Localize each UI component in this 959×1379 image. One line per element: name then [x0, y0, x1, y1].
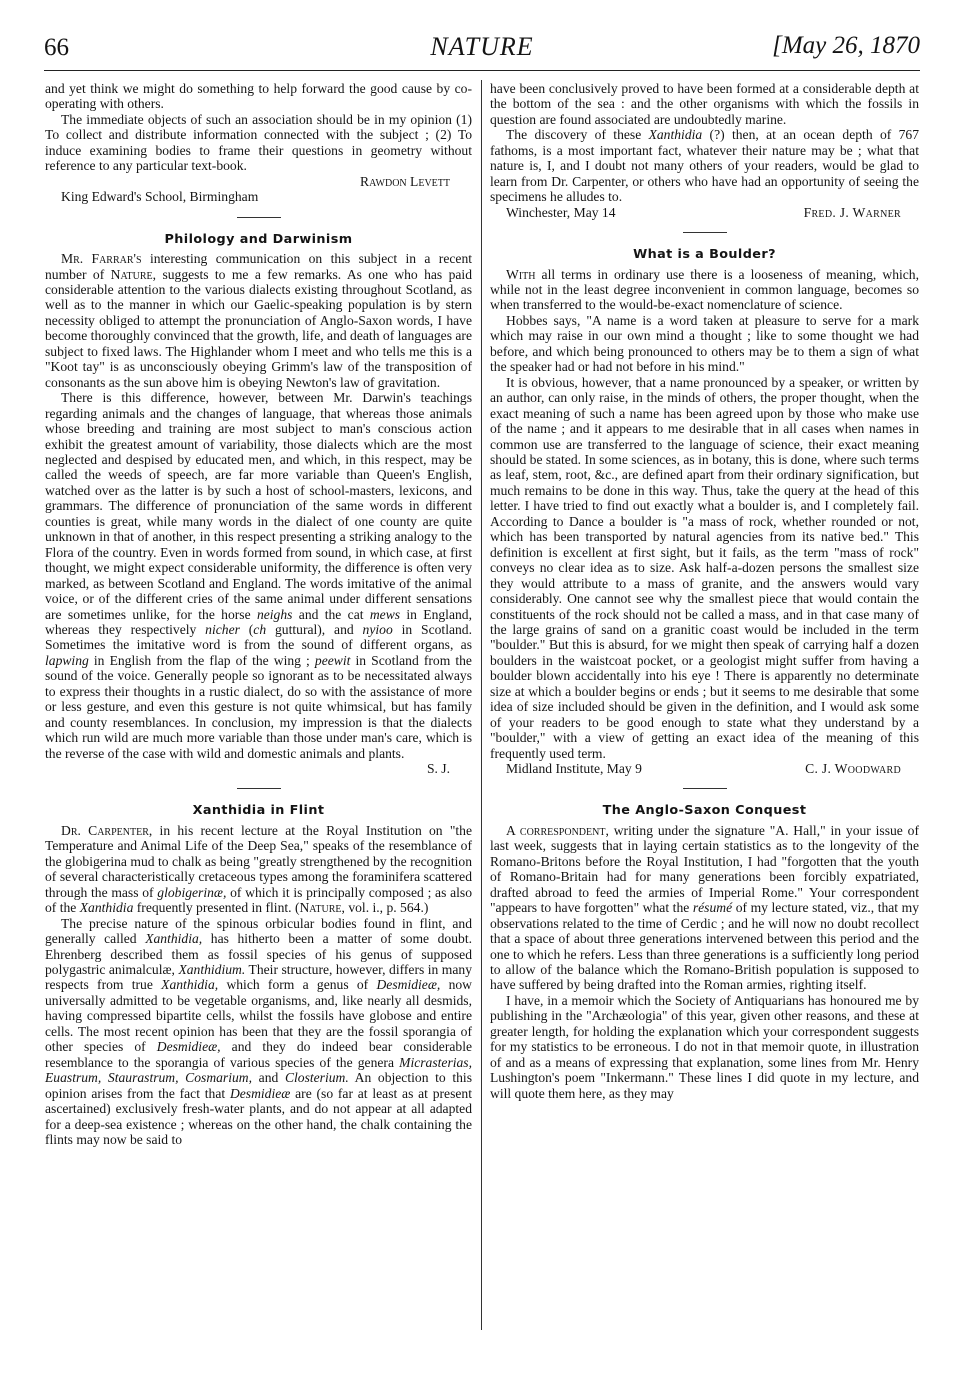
signature-woodward: Midland Institute, May 9 C. J. Woodward: [506, 761, 901, 777]
right-column: [490, 81, 919, 1101]
section-rule: [683, 788, 727, 789]
lead-in: A correspondent,: [506, 822, 609, 838]
article-heading: Xanthidia in Flint: [192, 803, 325, 819]
issue-date: [May 26, 1870: [772, 32, 920, 59]
paragraph: There is this difference, however, between Mr. Darwin's teachings regarding animals and the changes of language, that whereas those animals whose breeding and training are most subject to man's conscious action exhibit the greatest amount of variability, those dialects which are the most neglected and despised by educated men, and which, in this respect, may be called the weeds of speech, are far more variable than Queen's English, watched over as the latter is by such a host of school-masters, lexicons, and grammars. The difference of pronunciation of the same words in different counties is great, while many words in the dialect of one county are quite unknown in that of another, in this respect presenting a striking analogy to the Flora of the country. Even in words formed from sound, in which case, at first thought, we might expect considerable uniformity, the difference is often very marked, as between Scotland and England. The words imitative of the animal voice, or of the different cries of the same animal under different sensations are sometimes unlike, for the horse neighs and the cat mews in England, whereas they respectively nicher (ch guttural), and nyioo in Scotland. Sometimes the imitative word is from the sound of different organs, as lapwing in English from the flap of the wing ; peewit in Scotland from the sound of the voice. Generally people so ignorant as to be necessitated always to express their thoughts in a rustic dialect, do so with the assistance of more or less gesture, and even this gesture is not quite whimsical, but has family and county resemblances. In conclusion, my impression is that the dialects which run wild are much more variable than those under man's care, which is the reverse of the case with wild and domestic animals and plants.: [45, 390, 473, 761]
paragraph: It is obvious, however, that a name pronounced by a speaker, or written by an author, can only raise, in the minds of others, the proper thought, when the exact meaning of such a name has been agreed upon by those who make use of the name ; and it appears to me desirable that in all cases when names in common use are transferred to the language of science, their exact meaning should be stated. In some sciences, as in botany, this is done, where such terms as leaf, stem, root, &c., are defined apart from their ordinary signification, but much remains to be done in this way. Thus, take the query at the head of this letter. I have tried to find out exactly what a boulder is, and I completely fail. According to Dance a boulder is "a mass of rock, whether rounded or not, which has been transported by natural agencies from its native bed." This definition is excellent at first sight, but it fails, as the term "mass of rock" conveys no clear idea as to size. Ask half-a-dozen persons the smallest size they would attribute to a mass of granite, and the answers would vary considerably. One cannot see why the smallest piece that would contain the constituents of the rock should not be called a mass, and in that case many of the large grains of sand on a granitic coast would be included in the term "boulder." But this is absurd, for we might then speak of carrying half a dozen boulders in the waistcoat pocket, or a geologist might suffer from having a boulder blown accidentally into his eye ! There is apparently no determinate size at which a boulder begins or ends ; but it seems to me desirable that some idea of size included should be given in the definition, and I would ask some of your readers to be good enough to state what they understand by a "boulder," with a view of getting an exact idea of the meaning of this frequently used term.: [490, 374, 919, 761]
paragraph: I have, in a memoir which the Society of Antiquarians has honoured me by publishing in the "Archæologia" of this year, given other reasons, and these at greater length, for holding the explanation which your correspondent suggests for my statistics to be erroneous. I do not in that memoir quote, in illustration of and as a means of expressing that explanation, some lines from Mr. Henry Lushington's poem "Inkermann." These lines I did quote in my lecture, and will quote them here, as they may: [490, 992, 919, 1101]
journal-title: NATURE: [430, 32, 534, 61]
paragraph: Hobbes says, "A name is a word taken at pleasure to serve for a mark which may raise in our own mind a thought ; like to some thought we had before, and which being pronounced to others may be to them a sign of what the speaker had or had not before in his mind.": [490, 312, 919, 375]
left-column: [45, 81, 472, 1147]
paragraph: have been conclusively proved to have been formed at a considerable depth at the bottom of the sea : and the other organisms with which the fossils in question are found associated are undoubtedly marine.: [490, 81, 919, 127]
signature-address: King Edward's School, Birmingham: [61, 189, 259, 205]
paragraph: With all terms in ordinary use there is a looseness of meaning, which, while not in the least degree inconvenient in common language, becomes so when transferred to the would-be-exact nomenclature of science.: [490, 266, 919, 313]
column-divider: [481, 80, 482, 1330]
paragraph: Dr. Carpenter, in his recent lecture at the Royal Institution on "the Temperature and Animal Life of the Deep Sea," speaks of the resemblance of the globigerina mud to chalk as being "greatly strengthened by the recognition of several characteristically cretaceous types among the foraminifera scattered through the mass of globigerinæ, of which it is principally composed ; as also of the Xanthidia frequently presented in flint. (Nature, vol. i., p. 564.): [45, 822, 472, 916]
paragraph: The precise nature of the spinous orbicular bodies found in flint, and generally called Xanthidia, has hitherto been a matter of some doubt. Ehrenberg described them as fossil species of his genus of supposed polygastric animalculæ, Xanthidium. Their structure, however, differs in many respects from true Xanthidia, which form a genus of Desmidieæ, now universally admitted to be vegetable organisms, and, like nearly all desmids, having compressed bipartite cells, whilst the fossils have globose and entire cells. The most recent opinion has been that they are the fossil sporangia of other species of Desmidieæ, and they do indeed bear considerable resemblance to the sporangia of various species of the genera Micrasterias, Euastrum, Staurastrum, Cosmarium, and Closterium. An objection to this opinion arises from the fact that Desmidieæ are (so far at least as at present ascertained) exclusively fresh-water plants, and do not appear at all adapted for a deep-sea existence ; whereas on the other hand, the chalk containing the flints may now be said to: [45, 915, 473, 1147]
signature-sj: S. J.: [426, 761, 450, 777]
signature-warner: Winchester, May 14 Fred. J. Warner: [506, 204, 901, 220]
paragraph: The immediate objects of such an association should be in my opinion (1) To collect and distribute information connected with the subject ; (2) To induce examining bodies to frame their questions in geometry without reference to any particular text-book.: [45, 111, 472, 174]
article-heading: What is a Boulder?: [633, 247, 776, 263]
lead-in: Dr. Carpenter,: [61, 822, 153, 838]
paragraph: A correspondent, writing under the signature "A. Hall," in your issue of last week, suggests that in laying certain statistics as to the longevity of the Romano-Britons before the Royal Institution, I had "forgotten that the youth of Romano-Britain had for many generations been forcibly expatriated, drafted abroad to feed the armies of Imperial Rome." Your correspondent "appears to have forgotten" what the résumé of my lecture stated, viz., that my observations related to the time of Cerdic ; and he will now no doubt recollect that a space of about three generations intervened between this period and the one to which he refers. Less than three generations is a sufficiently long period to allow of the balance which the Romano-British population is supposed to have suffered by being drafted into the Roman armies, righting itself.: [490, 822, 920, 993]
signature-levett: Rawdon Levett: [360, 173, 450, 189]
lead-in: Mr. Farrar's: [61, 251, 142, 267]
lead-in: With: [506, 266, 536, 282]
letter-continuation: and yet think we might do something to help forward the good cause by co-operating with others.: [45, 81, 472, 112]
section-rule: [237, 788, 281, 789]
article-heading: Philology and Darwinism: [164, 231, 353, 247]
running-header: [44, 30, 920, 71]
section-rule: [683, 232, 727, 233]
paragraph: The discovery of these Xanthidia (?) then, at an ocean depth of 767 fathoms, is a most important fact, whatever their nature may be ; what that nature is, I, and I doubt not many others of your readers, would be glad to learn from Dr. Carpenter, or others who have had an opportunity of seeing the specimens he alludes to.: [490, 127, 920, 205]
page-number: 66: [44, 34, 69, 61]
section-rule: [237, 217, 281, 218]
article-heading: The Anglo-Saxon Conquest: [602, 803, 807, 819]
paragraph: Mr. Farrar's interesting communication on this subject in a recent number of Nature, suggests to me a few remarks. As one who has paid considerable attention to the various dialects existing throughout Scotland, as well as to the manner in which our Gaelic-speaking population is by stern necessity obliged to attempt the pronunciation of Anglo-Saxon words, I have become thoroughly convinced that the growth, life, and death of languages are subject to fixed laws. The Highlander whom I meet and who tells me this is a "Koot tay" is as unconsciously obeying Grimm's law of the transposition of consonants as the sun above him is obeying Newton's law of gravitation.: [45, 251, 473, 390]
